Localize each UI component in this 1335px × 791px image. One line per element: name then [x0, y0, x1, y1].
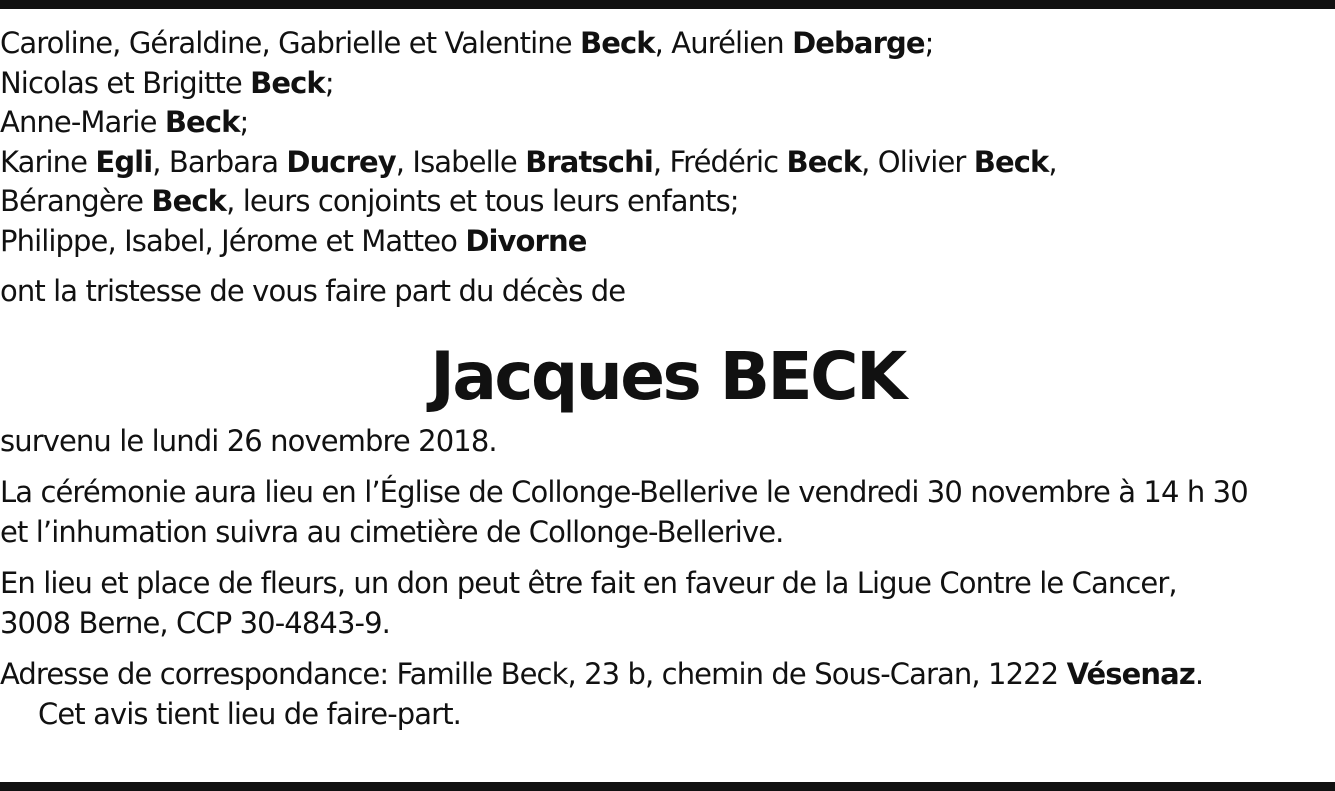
text-run: Bérangère — [0, 184, 152, 218]
bottom-rule — [0, 782, 1335, 791]
ceremony-line: et l’inhumation suivra au cimetière de Collonge-Bellerive. — [0, 514, 784, 549]
surname: Beck — [151, 184, 227, 218]
top-rule — [0, 0, 1335, 9]
surname: Beck — [973, 144, 1049, 179]
text-run: , Barbara — [152, 144, 287, 179]
text-run: Adresse de correspondance: Famille Beck, 23 b, chemin de Sous-Caran, 1222 — [0, 657, 1067, 691]
obituary-notice — [0, 24, 1335, 734]
family-line — [0, 182, 1335, 222]
surname: Beck — [164, 105, 240, 139]
text-run: , leurs conjoints et tous leurs enfants; — [226, 184, 739, 218]
surname: Beck — [250, 65, 325, 100]
text-run: Nicolas et Brigitte — [0, 65, 251, 100]
surname: Beck — [580, 26, 655, 60]
text-run: Caroline, Géraldine, Gabrielle et Valentine — [0, 26, 580, 60]
town-name: Vésenaz — [1066, 657, 1195, 691]
announcement-text: ont la tristesse de vous faire part du décès de — [0, 274, 626, 308]
text-run: . — [1194, 657, 1204, 691]
text-run: , Olivier — [861, 144, 974, 179]
surname: Egli — [95, 144, 153, 179]
text-run: Anne-Marie — [0, 105, 165, 139]
family-line — [0, 24, 1335, 64]
surname: Divorne — [465, 223, 587, 258]
text-run: ; — [239, 105, 249, 139]
text-run: , Aurélien — [654, 26, 793, 60]
text-run: ; — [924, 26, 934, 60]
surname: Ducrey — [286, 144, 396, 179]
surname: Debarge — [792, 26, 925, 60]
text-run: ; — [324, 65, 334, 100]
text-run: , Frédéric — [652, 144, 787, 179]
closing-note: Cet avis tient lieu de faire-part. — [38, 696, 461, 731]
donation-line: En lieu et place de fleurs, un don peut être fait en faveur de la Ligue Contre le Cancer, — [0, 566, 1177, 600]
text-run: Philippe, Isabel, Jérome et Matteo — [0, 223, 466, 258]
text-run: , — [1048, 144, 1057, 179]
text-run: Karine — [0, 144, 96, 179]
family-line — [0, 222, 1335, 262]
date-of-death: survenu le lundi 26 novembre 2018. — [0, 423, 497, 458]
ceremony-paragraph — [0, 473, 1335, 552]
surname: Beck — [786, 144, 862, 179]
donation-paragraph — [0, 564, 1335, 643]
correspondence-address — [0, 655, 1335, 695]
deceased-name: Jacques BECK — [430, 337, 905, 415]
donation-line: 3008 Berne, CCP 30-4843-9. — [0, 605, 390, 640]
family-list — [0, 24, 1335, 261]
ceremony-line: La cérémonie aura lieu en l’Église de Collonge-Bellerive le vendredi 30 novembre à 14 h 30 — [0, 475, 1248, 509]
family-line — [0, 64, 1335, 104]
text-run: , Isabelle — [395, 144, 526, 179]
surname: Bratschi — [525, 144, 653, 179]
family-line — [0, 103, 1335, 143]
family-line — [0, 143, 1335, 183]
